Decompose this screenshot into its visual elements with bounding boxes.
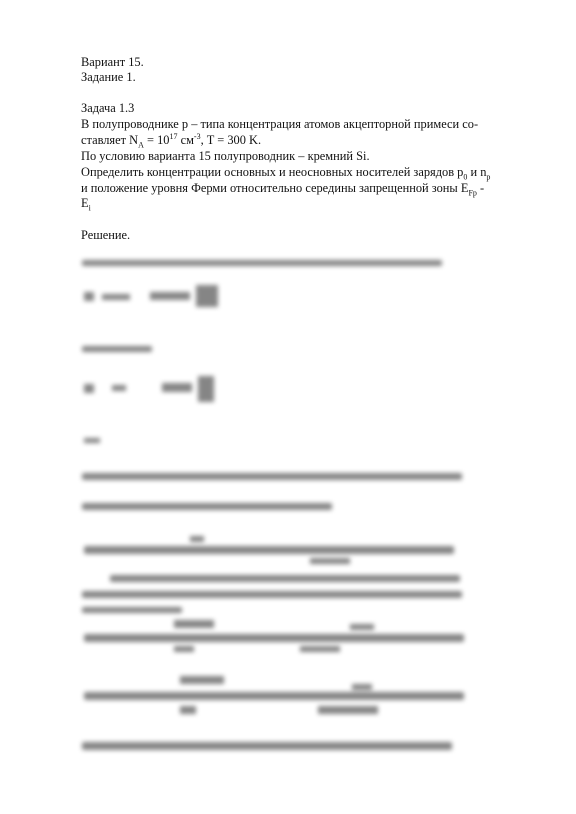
blurred-formula-mark [84,438,100,443]
line-2-prefix: ставляет N [81,133,139,147]
exponent: 17 [169,131,178,141]
blurred-formula-mark [350,624,374,630]
p0-subscript: 0 [463,172,468,182]
blurred-text-line [110,575,460,582]
blurred-text-line [82,260,442,266]
efp-subscript: Fp [468,188,477,198]
blurred-text-line [82,473,462,480]
blurred-formula-mark [198,376,214,402]
blurred-formula-mark [310,558,350,564]
problem-title: Задача 1.3 [81,101,135,115]
blurred-formula-mark [300,646,340,652]
ei-subscript: i [88,203,91,213]
line-4-and: и n [467,165,487,179]
blurred-formula-mark [84,634,464,642]
blurred-formula-mark [102,294,130,300]
blurred-formula-mark [352,684,372,690]
unit-exponent: -3 [193,131,201,141]
blurred-formula-mark [180,706,196,714]
blurred-formula-mark [150,292,190,300]
task-label: Задание 1. [81,70,136,84]
acceptor-subscript: A [138,140,144,150]
solution-heading: Решение. [81,228,131,242]
line-5-prefix: и положение уровня Ферми относительно середины запрещенной зоны E [81,181,469,195]
blurred-formula-mark [84,292,94,301]
line-2-temperature: , T = 300 K. [200,133,262,147]
blurred-text-line [82,346,152,352]
blurred-formula-mark [84,384,94,393]
np-subscript: p [486,172,491,182]
blurred-formula-mark [180,676,224,684]
blurred-text-line [82,503,332,510]
blurred-formula-mark [174,620,214,628]
blurred-text-line [82,591,462,598]
line-4-prefix: Определить концентрации основных и неосновных носителей зарядов p [81,165,464,179]
variant-label: Вариант 15. [81,55,144,69]
problem-text-line-1: В полупроводнике p – типа концентрация атомов акцепторной примеси со- [81,117,479,131]
unit: см [177,133,194,147]
blurred-formula-mark [190,536,204,542]
blurred-formula-mark [84,546,454,554]
problem-text-line-3: По условию варианта 15 полупроводник – кремний Si. [81,149,370,163]
blurred-formula-mark [162,383,192,392]
blurred-formula-mark [174,646,194,652]
line-6-e: E [81,196,89,210]
blurred-text-line [82,742,452,750]
blurred-formula-mark [196,285,218,307]
blurred-text-line [82,607,182,613]
blurred-formula-mark [112,385,126,391]
line-2-equals: = 10 [143,133,170,147]
line-5-dash: - [476,181,485,195]
blurred-formula-mark [318,706,378,714]
blurred-formula-mark [84,692,464,700]
